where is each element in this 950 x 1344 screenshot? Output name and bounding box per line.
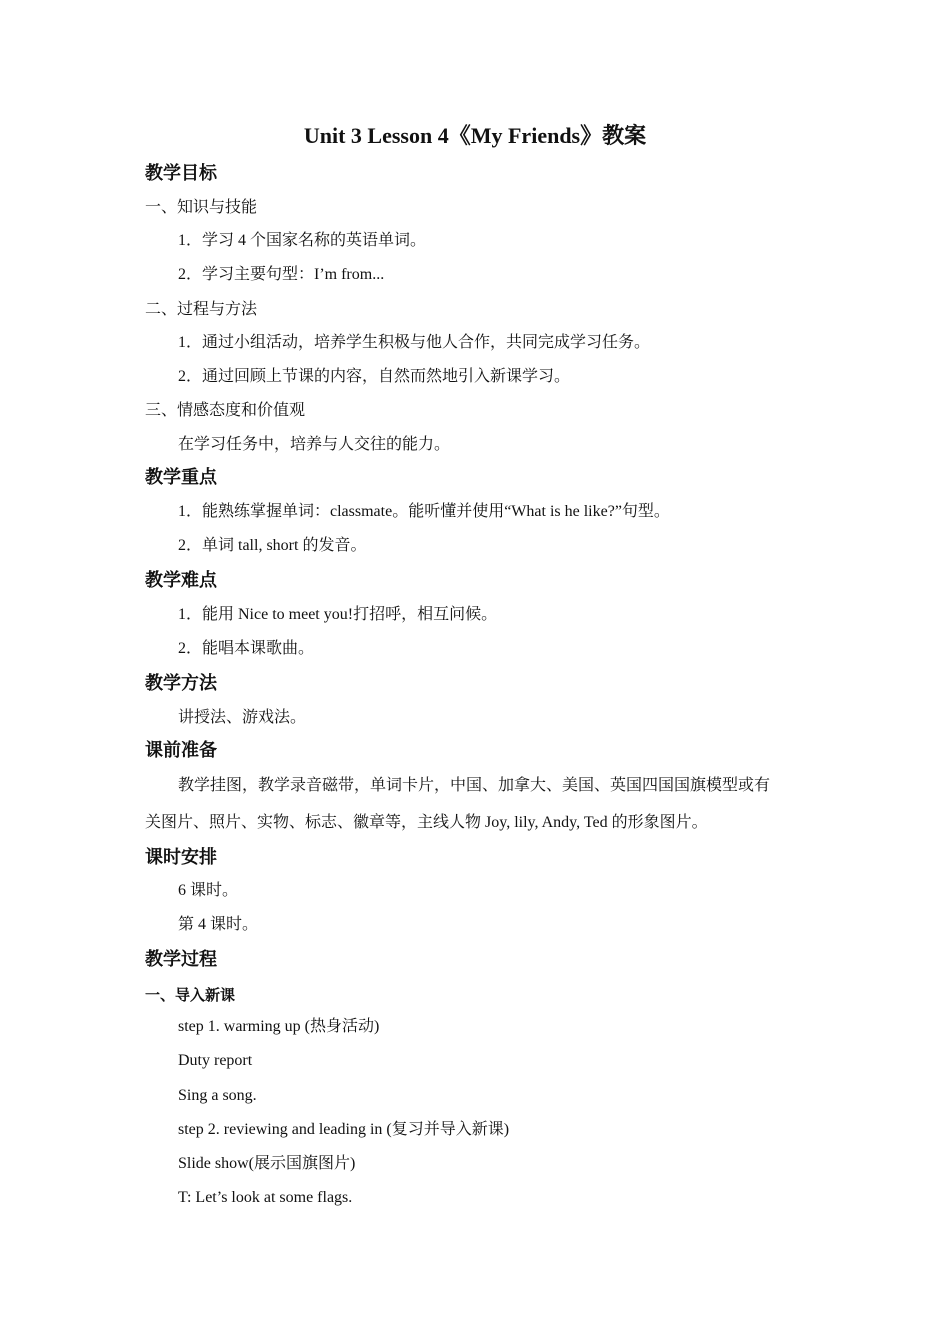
schedule-item: 第 4 课时。 [178,916,259,933]
process-line: Duty report [178,1052,253,1069]
goals-sub2-item: 2．通过回顾上节课的内容，自然而然地引入新课学习。 [178,368,571,385]
heading-goals: 教学目标 [145,163,217,184]
document-title: Unit 3 Lesson 4《My Friends》教案 [303,123,647,148]
difficulty-item: 2．能唱本课歌曲。 [178,640,315,657]
process-sub1: 一、导入新课 [145,986,236,1004]
goals-sub3-text: 在学习任务中，培养与人交往的能力。 [178,436,451,453]
schedule-item: 6 课时。 [178,882,239,899]
goals-sub1-item: 2．学习主要句型：I’m from... [178,266,385,283]
heading-key-points: 教学重点 [145,467,217,488]
process-line: T: Let’s look at some flags. [178,1189,353,1206]
goals-sub1-item: 1．学习 4 个国家名称的英语单词。 [178,232,427,249]
goals-sub2: 二、过程与方法 [145,301,258,318]
key-point-item: 1．能熟练掌握单词：classmate。能听懂并使用“What is he like?”句型。 [178,503,670,520]
preparation-line-1: 教学挂图，教学录音磁带，单词卡片，中国、加拿大、美国、英国四国国旗模型或有 [178,777,771,794]
methods-text: 讲授法、游戏法。 [178,709,307,726]
preparation-line-2: 关图片、照片、实物、标志、徽章等，主线人物 Joy, lily, Andy, Ted 的形象图片。 [145,814,708,831]
difficulty-item: 1．能用 Nice to meet you!打招呼，相互问候。 [178,606,498,623]
heading-difficulties: 教学难点 [145,570,217,591]
process-line: Sing a song. [178,1087,257,1104]
heading-methods: 教学方法 [145,673,217,694]
heading-preparation: 课前准备 [145,740,217,761]
goals-sub2-item: 1．通过小组活动，培养学生积极与他人合作，共同完成学习任务。 [178,334,651,351]
process-line: step 1. warming up (热身活动) [178,1018,380,1035]
goals-sub3: 三、情感态度和价值观 [145,402,306,419]
process-line: step 2. reviewing and leading in (复习并导入新课) [178,1121,510,1138]
heading-schedule: 课时安排 [145,847,217,868]
goals-sub1: 一、知识与技能 [145,199,258,216]
key-point-item: 2．单词 tall, short 的发音。 [178,537,367,554]
process-line: Slide show(展示国旗图片) [178,1155,356,1172]
heading-process: 教学过程 [145,949,217,970]
